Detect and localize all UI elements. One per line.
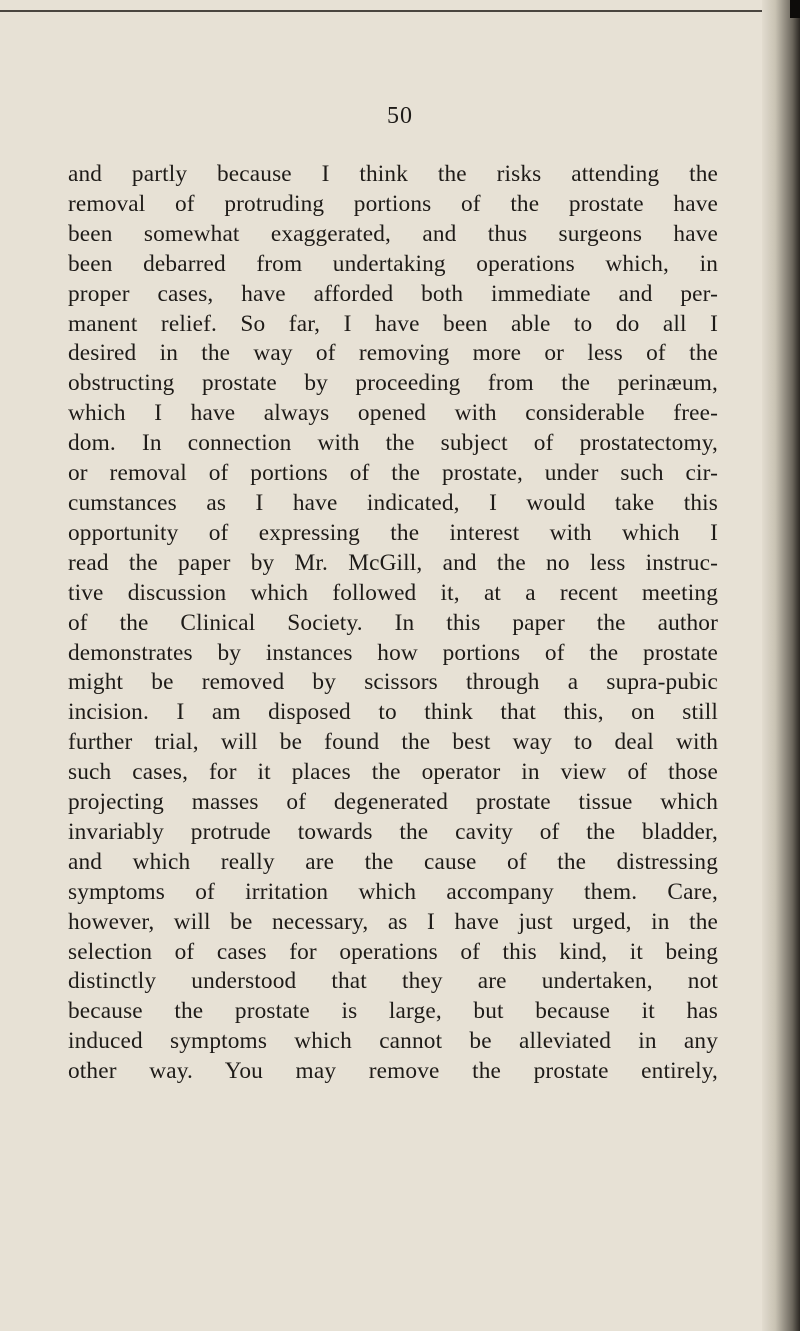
text-line: or removal of portions of the prostate, under such cir- bbox=[68, 460, 718, 487]
text-line: induced symptoms which cannot be alleviated in any bbox=[68, 1028, 718, 1055]
body-text bbox=[68, 160, 718, 1087]
text-line: other way. You may remove the prostate entirely, bbox=[68, 1058, 718, 1085]
text-line: been debarred from undertaking operations which, in bbox=[68, 250, 718, 277]
page-number: 50 bbox=[387, 103, 413, 129]
text-line: which I have always opened with considerable free- bbox=[68, 400, 718, 427]
text-line: dom. In connection with the subject of prostatectomy, bbox=[68, 430, 718, 457]
text-line: and which really are the cause of the distressing bbox=[68, 848, 718, 875]
text-line: might be removed by scissors through a supra-pubic bbox=[68, 669, 718, 696]
text-line: because the prostate is large, but because it has bbox=[68, 998, 718, 1025]
page-corner bbox=[790, 0, 800, 18]
text-line: further trial, will be found the best way to deal with bbox=[68, 729, 718, 756]
page-edge-shadow bbox=[762, 0, 800, 1331]
text-line: of the Clinical Society. In this paper the author bbox=[68, 609, 718, 636]
text-line: incision. I am disposed to think that this, on still bbox=[68, 699, 718, 726]
text-line: demonstrates by instances how portions of the prostate bbox=[68, 639, 718, 666]
text-line: distinctly understood that they are undertaken, not bbox=[68, 968, 718, 995]
text-line: selection of cases for operations of this kind, it being bbox=[68, 938, 718, 965]
text-line: invariably protrude towards the cavity of the bladder, bbox=[68, 818, 718, 845]
text-line: desired in the way of removing more or less of the bbox=[68, 340, 718, 367]
text-line: proper cases, have afforded both immediate and per- bbox=[68, 280, 718, 307]
text-line: cumstances as I have indicated, I would take this bbox=[68, 489, 718, 516]
text-line: removal of protruding portions of the prostate have bbox=[68, 190, 718, 217]
text-line: such cases, for it places the operator in view of those bbox=[68, 759, 718, 786]
text-line: read the paper by Mr. McGill, and the no less instruc- bbox=[68, 549, 718, 576]
text-line: manent relief. So far, I have been able to do all I bbox=[68, 310, 718, 337]
text-line: projecting masses of degenerated prostate tissue which bbox=[68, 789, 718, 816]
text-line: tive discussion which followed it, at a recent meeting bbox=[68, 579, 718, 606]
text-line: obstructing prostate by proceeding from the perinæum, bbox=[68, 370, 718, 397]
text-line: been somewhat exaggerated, and thus surgeons have bbox=[68, 220, 718, 247]
text-line: and partly because I think the risks attending the bbox=[68, 161, 718, 187]
top-rule bbox=[0, 10, 790, 12]
text-line: symptoms of irritation which accompany them. Care, bbox=[68, 878, 718, 905]
text-line: opportunity of expressing the interest with which I bbox=[68, 519, 718, 546]
text-line: however, will be necessary, as I have just urged, in the bbox=[68, 908, 718, 935]
